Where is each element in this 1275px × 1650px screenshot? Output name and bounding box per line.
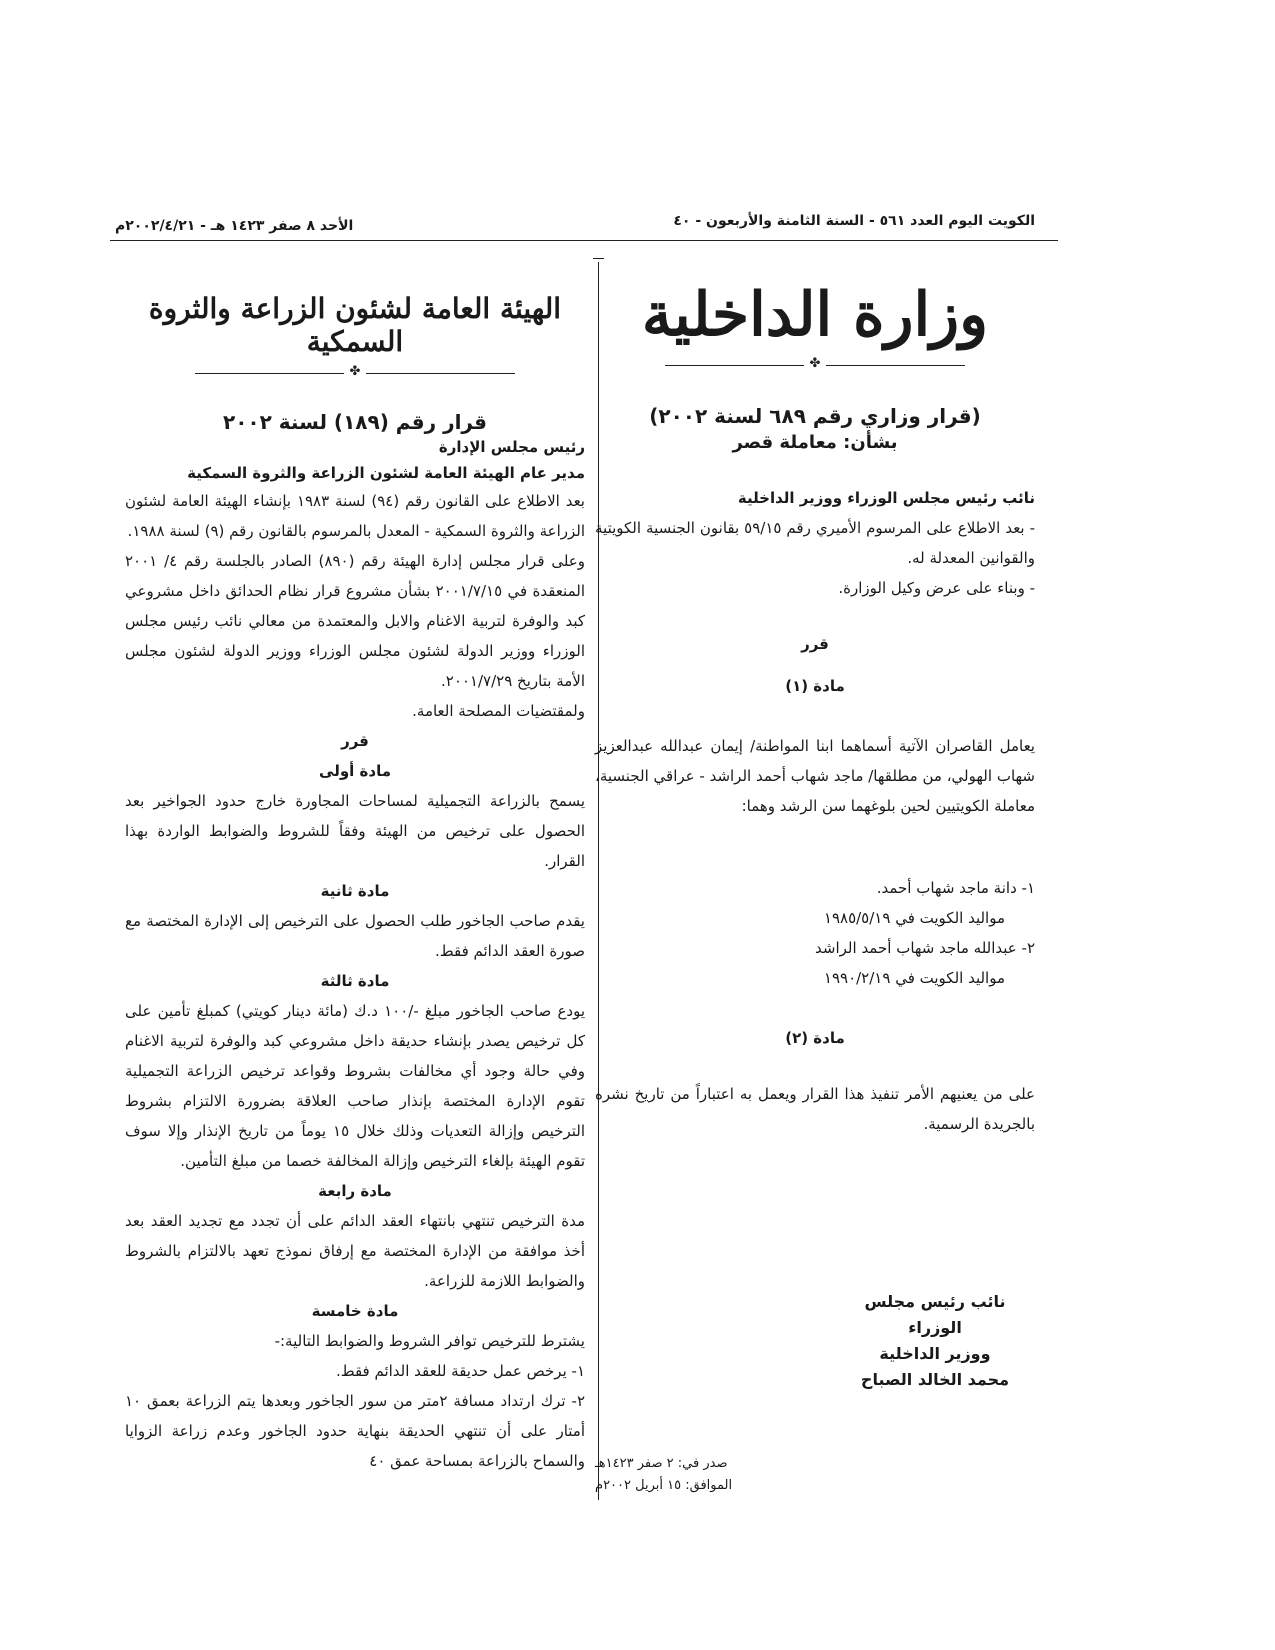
running-header-left: الأحد ٨ صفر ١٤٢٣ هـ - ٢٠٠٢/٤/٢١م <box>115 218 354 234</box>
article-heading: مادة ثالثة <box>320 972 390 990</box>
ornament-divider <box>125 364 585 382</box>
ornament-divider <box>595 356 1035 374</box>
signature-block <box>835 1289 1035 1393</box>
person-name: ٢- عبدالله ماجد شهاب أحمد الراشد <box>815 939 1035 957</box>
article-text: يشترط للترخيص توافر الشروط والضوابط التالية:- <box>274 1332 585 1350</box>
decree-issuer: رئيس مجلس الإدارة <box>438 438 585 456</box>
ministry-banner: وزارة الداخلية <box>641 280 989 350</box>
preamble-clause: - وبناء على عرض وكيل الوزارة. <box>838 579 1035 597</box>
issue-date: صدر في: ٢ صفر ١٤٢٣هـ <box>595 1456 728 1471</box>
ornament-icon: ✤ <box>804 356 827 371</box>
person-birth: مواليد الكويت في ١٩٩٠/٢/١٩ <box>823 969 1005 987</box>
decree-title: قرار رقم (١٨٩) لسنة ٢٠٠٢ <box>223 410 487 434</box>
decree-issuer: نائب رئيس مجلس الوزراء ووزير الداخلية <box>737 489 1035 507</box>
list-item: ٢- ترك ارتداد مسافة ٢متر من سور الجاخور وبعدها يتم الزراعة بعمق ١٠ أمتار على أن تنتهي الحديقة بنهاية حدود الجاخور وعدم زراعة الزوايا والسماح بالزراعة بمساحة عمق ٤٠ <box>125 1392 585 1470</box>
preamble-clause: ولمقتضيات المصلحة العامة. <box>412 702 585 720</box>
article-heading: مادة رابعة <box>318 1182 392 1200</box>
person-name: ١- دانة ماجد شهاب أحمد. <box>876 879 1035 897</box>
decided-heading: قرر <box>801 635 829 653</box>
decree-subject: بشأن: معاملة قصر <box>732 432 898 453</box>
article-heading: مادة أولى <box>319 762 391 780</box>
person-birth: مواليد الكويت في ١٩٨٥/٥/١٩ <box>823 909 1005 927</box>
issue-date-block <box>595 1453 1035 1497</box>
issue-date: الموافق: ١٥ أبريل ٢٠٠٢م <box>595 1478 733 1493</box>
article-text: يقدم صاحب الجاخور طلب الحصول على الترخيص إلى الإدارة المختصة مع صورة العقد الدائم فقط. <box>125 912 585 960</box>
article-text: يودع صاحب الجاخور مبلغ -/١٠٠ د.ك (مائة دينار كويتي) كمبلغ تأمين على كل ترخيص يصدر بإنشاء حديقة داخل مشروعي كبد والوفرة لتربية الاغنام وفي حالة وجود أي مخالفات بشروط وقواعد ترخيص الزراعة التجميلية تقوم الإدارة المختصة بإنذار صاحب العلاقة بضرورة الالتزام بشروط الترخيص وإزالة التعديات وذلك خلال ١٥ يوماً من تاريخ الإنذار وإلا سوف تقوم الهيئة بإلغاء الترخيص وإزالة المخالفة خصما من مبلغ التأمين. <box>125 1002 585 1170</box>
preamble-clause: وعلى قرار مجلس إدارة الهيئة رقم (٨٩٠) الصادر بالجلسة رقم ٤/ ٢٠٠١ المنعقدة في ٢٠٠١/٧/١٥ بشأن مشروع قرار نظام الحدائق داخل مشروعي كبد والوفرة لتربية الاغنام والابل والمعتمدة من معالي نائب رئيس مجلس الوزراء ووزير الدولة لشئون مجلس الوزراء ووزير الدولة لشئون مجلس الأمة بتاريخ ٢٠٠١/٧/٢٩. <box>125 552 585 690</box>
article-text: يسمح بالزراعة التجميلية لمساحات المجاورة خارج حدود الجواخير بعد الحصول على ترخيص من الهيئة وفقاً للشروط والضوابط الواردة بهذا القرار. <box>125 792 585 870</box>
decree-issuer: مدير عام الهيئة العامة لشئون الزراعة والثروة السمكية <box>187 464 585 482</box>
authority-banner: الهيئة العامة لشئون الزراعة والثروة السمكية <box>148 292 562 358</box>
preamble-clause: - بعد الاطلاع على المرسوم الأميري رقم ٥٩/١٥ بقانون الجنسية الكويتية والقوانين المعدلة له. <box>595 519 1036 567</box>
preamble-clause: بعد الاطلاع على القانون رقم (٩٤) لسنة ١٩٨٣ بإنشاء الهيئة العامة لشئون الزراعة والثروة السمكية - المعدل بالمرسوم بالقانون رقم (٩) لسنة ١٩٨٨. <box>125 492 585 540</box>
signature-name: محمد الخالد الصباح <box>860 1370 1010 1389</box>
ministry-column <box>595 262 1035 1497</box>
article-heading: مادة (٢) <box>785 1029 845 1047</box>
article-text: مدة الترخيص تنتهي بانتهاء العقد الدائم على أن تجدد مع تجديد العقد بعد أخذ موافقة من الإدارة المختصة مع إرفاق نموذج تعهد بالالتزام بالشروط والضوابط اللازمة للزراعة. <box>125 1212 585 1290</box>
signature-title: ووزير الداخلية <box>879 1344 991 1363</box>
article-heading: مادة (١) <box>785 677 845 695</box>
article-heading: مادة خامسة <box>311 1302 399 1320</box>
list-item: ١- يرخص عمل حديقة للعقد الدائم فقط. <box>335 1362 585 1380</box>
decided-heading: قرر <box>341 732 369 750</box>
ornament-icon: ✤ <box>344 364 367 379</box>
decree-title: (قرار وزاري رقم ٦٨٩ لسنة ٢٠٠٢) <box>649 404 981 428</box>
article-text: يعامل القاصران الآتية أسماهما ابنا المواطنة/ إيمان عبدالله عبدالعزيز شهاب الهولي، من مطلقها/ ماجد شهاب أحمد الراشد - عراقي الجنسية، معاملة الكويتيين لحين بلوغهما سن الرشد وهما: <box>595 737 1035 815</box>
running-header-right: الكويت اليوم العدد ٥٦١ - السنة الثامنة والأربعون - ٤٠ <box>673 213 1035 229</box>
signature-title: نائب رئيس مجلس الوزراء <box>864 1292 1006 1337</box>
header-rule <box>110 240 1058 241</box>
authority-column <box>125 262 585 1476</box>
article-text: على من يعنيهم الأمر تنفيذ هذا القرار ويعمل به اعتباراً من تاريخ نشره بالجريدة الرسمية. <box>595 1085 1035 1133</box>
article-heading: مادة ثانية <box>320 882 390 900</box>
